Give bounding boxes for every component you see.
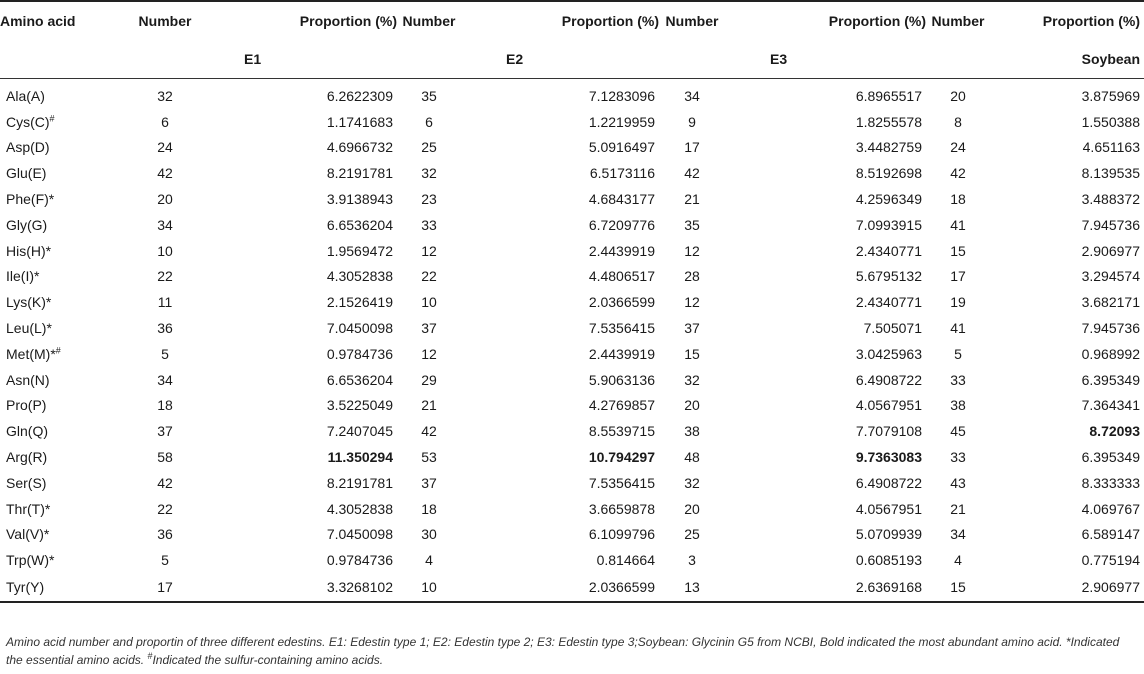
amino-acid-cell: [0, 418, 133, 444]
header-row-2: [0, 40, 1144, 79]
proportion-cell: 8.2191781: [326, 474, 393, 491]
number-cell: 48: [684, 449, 700, 466]
number-cell: 21: [684, 191, 700, 208]
proportion-cell: 6.7209776: [588, 216, 655, 233]
table-row: [0, 418, 1144, 444]
sulfur-mark: #: [49, 113, 55, 124]
amino-acid-name: Cys(C): [6, 113, 50, 130]
proportion-cell: 7.1283096: [588, 87, 655, 104]
amino-acid-name: Tyr(Y): [6, 579, 45, 596]
amino-acid-cell: [0, 238, 133, 264]
amino-acid-cell: [0, 341, 133, 367]
amino-acid-name: Gly(G): [6, 216, 48, 233]
amino-acid-cell: [0, 135, 133, 161]
header-amino-acid: Amino acid: [0, 1, 133, 40]
number-cell: 33: [421, 216, 437, 233]
number-cell: 38: [684, 423, 700, 440]
number-cell: 5: [161, 345, 169, 362]
number-cell: 22: [157, 500, 173, 517]
caption-text-end: Indicated the sulfur-containing amino acids.: [152, 653, 384, 667]
amino-acid-name: Phe(F)*: [6, 191, 55, 208]
table-row: [0, 135, 1144, 161]
amino-acid-name: Asp(D): [6, 139, 50, 156]
number-cell: 33: [950, 449, 966, 466]
number-cell: 9: [688, 113, 696, 130]
proportion-cell: 7.5356415: [588, 474, 655, 491]
proportion-cell: 4.4806517: [588, 268, 655, 285]
number-cell: 18: [421, 500, 437, 517]
header-blank: [0, 40, 133, 79]
number-cell: 37: [421, 474, 437, 491]
proportion-cell: 7.7079108: [855, 423, 922, 440]
number-cell: 25: [684, 526, 700, 543]
amino-acid-name: Pro(P): [6, 397, 47, 414]
number-cell: 28: [684, 268, 700, 285]
group-label-e3: E3: [725, 40, 926, 79]
table-row: [0, 547, 1144, 573]
proportion-cell: 6.395349: [1081, 371, 1140, 388]
number-cell: 30: [421, 526, 437, 543]
proportion-cell: 2.4439919: [588, 345, 655, 362]
proportion-cell: 3.3268102: [197, 573, 397, 602]
amino-acid-name: Glu(E): [6, 165, 47, 182]
table-row: [0, 470, 1144, 496]
amino-acid-name: Asn(N): [6, 371, 50, 388]
amino-acid-name: Met(M)*: [6, 345, 56, 362]
proportion-cell: 7.945736: [1081, 320, 1140, 337]
number-cell: 41: [950, 216, 966, 233]
proportion-cell: 0.775194: [1081, 552, 1140, 569]
proportion-cell: 6.8965517: [855, 87, 922, 104]
number-cell: 20: [684, 397, 700, 414]
proportion-cell: 2.1526419: [326, 294, 393, 311]
number-cell: 35: [684, 216, 700, 233]
proportion-cell: 7.2407045: [326, 423, 393, 440]
proportion-cell: 4.0567951: [855, 500, 922, 517]
number-cell: 15: [684, 345, 700, 362]
number-cell: 37: [421, 320, 437, 337]
caption-text: Amino acid number and proportin of three different edestins. E1: Edestin type 1; E2: Edestin type 2; E3: Edestin type 3;Soybean: Glycinin G5 from NCBI, Bold indicated the most abundant amino acid. *Indicated the essential amino acids.: [6, 635, 1120, 667]
group-label-e1: E1: [197, 40, 397, 79]
number-cell: 20: [950, 87, 966, 104]
number-cell: 18: [157, 397, 173, 414]
number-cell: 58: [157, 449, 173, 466]
number-cell: 37: [157, 423, 173, 440]
number-cell: 41: [950, 320, 966, 337]
proportion-cell: 0.814664: [596, 552, 655, 569]
number-cell: 32: [684, 371, 700, 388]
proportion-cell: 9.7363083: [855, 449, 922, 466]
proportion-cell: 0.9784736: [326, 552, 393, 569]
number-cell: 34: [684, 87, 700, 104]
proportion-cell: 6.6536204: [326, 216, 393, 233]
amino-acid-cell: [0, 160, 133, 186]
number-cell: 45: [950, 423, 966, 440]
number-cell: 34: [157, 216, 173, 233]
proportion-cell: 4.3052838: [326, 268, 393, 285]
proportion-cell: 1.2219959: [588, 113, 655, 130]
proportion-cell: 6.5173116: [589, 165, 655, 182]
table-row: [0, 264, 1144, 290]
proportion-cell: 5.0916497: [588, 139, 655, 156]
proportion-cell: 6.395349: [1081, 449, 1140, 466]
table-row: [0, 186, 1144, 212]
proportion-cell: 0.6085193: [855, 552, 922, 569]
proportion-cell: 8.5192698: [855, 165, 922, 182]
header-blank: [133, 40, 197, 79]
number-cell: 32: [157, 87, 173, 104]
number-cell: 15: [950, 242, 966, 259]
number-cell: 37: [684, 320, 700, 337]
number-cell: 20: [157, 191, 173, 208]
number-cell: 3: [688, 552, 696, 569]
table-row: [0, 79, 1144, 109]
group-label-e2: E2: [461, 40, 659, 79]
header-blank: [926, 40, 990, 79]
number-cell: 12: [421, 242, 437, 259]
proportion-cell: 3.488372: [1081, 191, 1140, 208]
amino-acid-cell: [0, 393, 133, 419]
table-row: [0, 522, 1144, 548]
table-row: [0, 289, 1144, 315]
proportion-cell: 7.0450098: [326, 320, 393, 337]
number-cell: 24: [950, 139, 966, 156]
proportion-cell: 3.875969: [1081, 87, 1140, 104]
number-cell: 12: [421, 345, 437, 362]
proportion-cell: 3.4482759: [855, 139, 922, 156]
number-cell: 4: [425, 552, 433, 569]
number-cell: 15: [926, 573, 990, 602]
amino-acid-name: Gln(Q): [6, 423, 48, 440]
proportion-cell: 8.2191781: [326, 165, 393, 182]
header-number-e2: Number: [397, 1, 461, 40]
proportion-cell: 2.0366599: [588, 294, 655, 311]
header-number-e1: Number: [133, 1, 197, 40]
number-cell: 22: [421, 268, 437, 285]
proportion-cell: 4.6843177: [588, 191, 655, 208]
proportion-cell: 5.6795132: [855, 268, 922, 285]
proportion-cell: 7.5356415: [588, 320, 655, 337]
number-cell: 17: [133, 573, 197, 602]
table-row: [0, 496, 1144, 522]
amino-acid-name: His(H)*: [6, 242, 52, 259]
table-body: [0, 79, 1144, 603]
proportion-cell: 8.139535: [1081, 165, 1140, 182]
table-row: [0, 238, 1144, 264]
proportion-cell: 11.350294: [327, 449, 393, 466]
amino-acid-cell: [0, 470, 133, 496]
amino-acid-name: Val(V)*: [6, 526, 50, 543]
proportion-cell: 7.0993915: [855, 216, 922, 233]
amino-acid-name: Lys(K)*: [6, 294, 52, 311]
proportion-cell: 8.333333: [1081, 474, 1140, 491]
proportion-cell: 3.294574: [1081, 268, 1140, 285]
number-cell: 42: [157, 165, 173, 182]
amino-acid-name: Arg(R): [6, 449, 48, 466]
proportion-cell: 6.4908722: [855, 371, 922, 388]
number-cell: 6: [425, 113, 433, 130]
caption-sulfur-mark: #: [147, 651, 153, 661]
amino-acid-cell: [0, 264, 133, 290]
number-cell: 6: [161, 113, 169, 130]
proportion-cell: 2.6369168: [725, 573, 926, 602]
amino-acid-name: Ala(A): [6, 87, 45, 104]
number-cell: 32: [421, 165, 437, 182]
number-cell: 4: [954, 552, 962, 569]
header-blank: [397, 40, 461, 79]
number-cell: 34: [950, 526, 966, 543]
number-cell: 8: [954, 113, 962, 130]
proportion-cell: 3.5225049: [326, 397, 393, 414]
number-cell: 29: [421, 371, 437, 388]
number-cell: 17: [684, 139, 700, 156]
table-row: [0, 341, 1144, 367]
amino-acid-name: Ser(S): [6, 474, 47, 491]
number-cell: 36: [157, 526, 173, 543]
number-cell: 22: [157, 268, 173, 285]
number-cell: 5: [161, 552, 169, 569]
number-cell: 12: [684, 294, 700, 311]
proportion-cell: 2.4340771: [855, 242, 922, 259]
header-proportion-e2: Proportion (%): [461, 1, 659, 40]
table-row: [0, 109, 1144, 135]
table-row: [0, 315, 1144, 341]
table-row: [0, 160, 1144, 186]
amino-acid-cell: [0, 186, 133, 212]
number-cell: 38: [950, 397, 966, 414]
number-cell: 17: [950, 268, 966, 285]
proportion-cell: 8.72093: [1089, 423, 1140, 440]
number-cell: 20: [684, 500, 700, 517]
proportion-cell: 2.4439919: [588, 242, 655, 259]
proportion-cell: 1.1741683: [326, 113, 393, 130]
number-cell: 33: [950, 371, 966, 388]
proportion-cell: 6.1099796: [588, 526, 655, 543]
header-proportion-soybean: Proportion (%): [990, 1, 1144, 40]
number-cell: 42: [950, 165, 966, 182]
proportion-cell: 1.550388: [1081, 113, 1140, 130]
number-cell: 43: [950, 474, 966, 491]
proportion-cell: 7.945736: [1081, 216, 1140, 233]
number-cell: 10: [421, 294, 437, 311]
amino-acid-name: Ile(I)*: [6, 268, 40, 285]
amino-acid-cell: [0, 315, 133, 341]
group-label-soybean: Soybean: [990, 40, 1144, 79]
proportion-cell: 6.4908722: [855, 474, 922, 491]
header-blank: [659, 40, 725, 79]
number-cell: 21: [950, 500, 966, 517]
number-cell: 32: [684, 474, 700, 491]
header-proportion-e3: Proportion (%): [725, 1, 926, 40]
proportion-cell: 2.4340771: [855, 294, 922, 311]
proportion-cell: 2.906977: [1081, 242, 1140, 259]
number-cell: 21: [421, 397, 437, 414]
amino-acid-name: Trp(W)*: [6, 552, 55, 569]
amino-acid-cell: [0, 109, 133, 135]
header-proportion-e1: Proportion (%): [197, 1, 397, 40]
number-cell: 34: [157, 371, 173, 388]
number-cell: 18: [950, 191, 966, 208]
number-cell: 42: [421, 423, 437, 440]
table-row: [0, 393, 1144, 419]
proportion-cell: 8.5539715: [588, 423, 655, 440]
number-cell: 13: [659, 573, 725, 602]
proportion-cell: 1.9569472: [326, 242, 393, 259]
number-cell: 24: [157, 139, 173, 156]
proportion-cell: 2.0366599: [461, 573, 659, 602]
number-cell: 19: [950, 294, 966, 311]
table-row: [0, 444, 1144, 470]
proportion-cell: 2.906977: [990, 573, 1144, 602]
number-cell: 10: [397, 573, 461, 602]
proportion-cell: 4.069767: [1081, 500, 1140, 517]
amino-acid-cell: [0, 289, 133, 315]
proportion-cell: 4.3052838: [326, 500, 393, 517]
header-number-soybean: Number: [926, 1, 990, 40]
proportion-cell: 7.0450098: [326, 526, 393, 543]
proportion-cell: 5.0709939: [855, 526, 922, 543]
number-cell: 10: [157, 242, 173, 259]
proportion-cell: 4.2596349: [855, 191, 922, 208]
amino-acid-cell: [0, 547, 133, 573]
proportion-cell: 3.682171: [1081, 294, 1140, 311]
proportion-cell: 6.2622309: [326, 87, 393, 104]
proportion-cell: 3.9138943: [326, 191, 393, 208]
table-caption: [6, 633, 1138, 669]
number-cell: 5: [954, 345, 962, 362]
proportion-cell: 1.8255578: [855, 113, 922, 130]
sulfur-mark: #: [55, 345, 61, 356]
proportion-cell: 6.6536204: [326, 371, 393, 388]
header-number-e3: Number: [659, 1, 725, 40]
proportion-cell: 3.0425963: [855, 345, 922, 362]
proportion-cell: 4.6966732: [326, 139, 393, 156]
amino-acid-cell: [0, 496, 133, 522]
amino-acid-cell: [0, 79, 133, 109]
proportion-cell: 7.364341: [1081, 397, 1140, 414]
number-cell: 42: [157, 474, 173, 491]
number-cell: 11: [157, 294, 173, 311]
header-row-1: [0, 1, 1144, 40]
number-cell: 36: [157, 320, 173, 337]
number-cell: 25: [421, 139, 437, 156]
amino-acid-name: Leu(L)*: [6, 320, 52, 337]
proportion-cell: 4.2769857: [588, 397, 655, 414]
number-cell: 53: [421, 449, 437, 466]
number-cell: 42: [684, 165, 700, 182]
proportion-cell: 4.651163: [1082, 139, 1140, 156]
proportion-cell: 0.9784736: [326, 345, 393, 362]
amino-acid-cell: [0, 367, 133, 393]
proportion-cell: 7.505071: [863, 320, 922, 337]
proportion-cell: 10.794297: [588, 449, 655, 466]
proportion-cell: 0.968992: [1081, 345, 1140, 362]
proportion-cell: 3.6659878: [588, 500, 655, 517]
amino-acid-cell: [0, 573, 133, 602]
proportion-cell: 4.0567951: [855, 397, 922, 414]
table-row: [0, 573, 1144, 602]
table-row: [0, 367, 1144, 393]
table-row: [0, 212, 1144, 238]
number-cell: 12: [684, 242, 700, 259]
number-cell: 35: [421, 87, 437, 104]
amino-acid-cell: [0, 212, 133, 238]
amino-acid-cell: [0, 444, 133, 470]
proportion-cell: 6.589147: [1081, 526, 1140, 543]
number-cell: 23: [421, 191, 437, 208]
amino-acid-name: Thr(T)*: [6, 500, 51, 517]
amino-acid-cell: [0, 522, 133, 548]
proportion-cell: 5.9063136: [588, 371, 655, 388]
